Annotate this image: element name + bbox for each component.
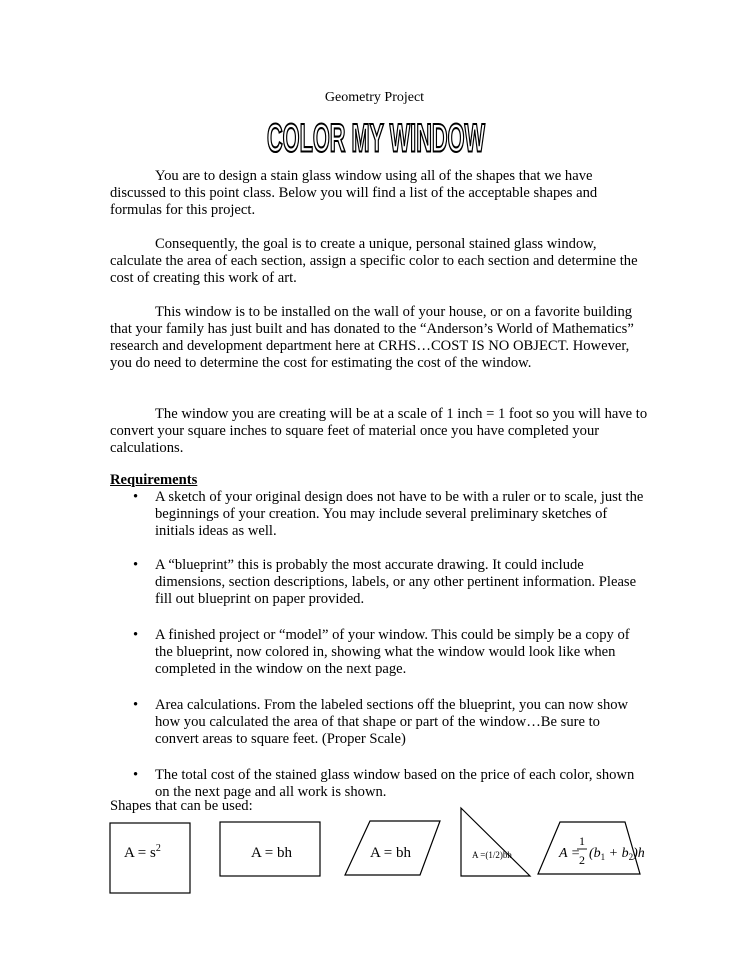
document-title (264, 116, 489, 161)
requirements-heading: Requirements (110, 472, 198, 488)
svg-text:1: 1 (579, 834, 585, 848)
svg-text:A =: A = (559, 846, 581, 861)
svg-text:2: 2 (579, 853, 585, 867)
installation-paragraph: This window is to be installed on the wall of your house, or on a favorite building that your family has just built and has donated to the “Anderson’s World of Mathematics” research and development department here at CRHS…COST IS NO OBJECT. However, you do need to determine the cost for estimating the cost of the window. (110, 304, 634, 371)
document-page: Geometry Project COLOR MY WINDOW You are to design a stain glass window using all of the shapes that we have discussed to this point class. Below you will find a list of the acceptable shapes and formulas for this project. Consequently, the goal is to create a unique, personal stained glass window, calculate the area of each section, assign a specific color to each section and determine the cost of creating this work of art. This window is to be installed on the wall of your house, or on a favorite building that your family has just built and has donated to the “Anderson’s World of Mathematics” research and development department here at CRHS…COST IS NO OBJECT. However, you do need to determine the cost for estimating the cost of the window. The window you are creating will be at a scale of 1 inch = 1 foot so you will have to convert your square inches to square feet of material once you have completed your calculations. Requirements • A sketch of your original design does not have to be with a ruler or to scale, just the beginnings of your creation. You may include several preliminary sketches of initials ideas as well. • A “blueprint” this is probably the most accurate drawing. It could include dimensions, section descriptions, labels, or any other pertinent information. Please fill out blueprint on paper provided. • A finished project or “model” of your window. This could be simply be a copy of the blueprint, now colored in, showing what the window would look like when completed in the window on the next page. • Area calculations. From the labeled sections off the blueprint, you can now show how you calculated the area of that shape or part of the window…Be sure to convert areas to square feet. (Proper Scale) • The total cost of the stained glass window based on the price of each color, shown on the next page and all work is shown. Shapes that can be used: $A = s^2$ A = bh A = bh A =(1/2)bh A = 1 2 $(b_1 + b_2)h$ (0, 0, 749, 970)
intro-paragraph: You are to design a stain glass window using all of the shapes that we have discussed to this point class. Below you will find a list of the acceptable shapes and formulas for this project. (110, 168, 598, 218)
bullet-icon: • (133, 767, 139, 783)
bullet-icon: • (133, 489, 139, 505)
title-wordart (264, 116, 489, 161)
bullet-icon: • (133, 557, 139, 573)
shapes-row (0, 800, 749, 900)
title-text: COLOR MY WINDOW (267, 116, 486, 161)
rectangle-formula: A = bh (251, 845, 292, 861)
shapes-figure (0, 800, 749, 900)
triangle-formula: A =(1/2)bh (472, 850, 512, 860)
document-subtitle: Geometry Project (324, 90, 425, 105)
trapezoid-formula (558, 834, 645, 867)
parallelogram-formula: A = bh (370, 845, 411, 861)
goal-paragraph: Consequently, the goal is to create a unique, personal stained glass window, calculate the area of each section, assign a specific color to each section and determine the cost of creating this work of art. (110, 236, 638, 286)
shapes-label: Shapes that can be used: (110, 798, 253, 814)
scale-paragraph: The window you are creating will be at a scale of 1 inch = 1 foot so you will have to convert your square inches to square feet of material once you have completed your calculations. (110, 406, 648, 456)
svg-text:(b1 + b2)h: $(b_1 + b_2)h$ (589, 846, 645, 862)
square-formula: $A = s^2$ (124, 843, 161, 861)
bullet-icon: • (133, 627, 139, 643)
bullet-icon: • (133, 697, 139, 713)
triangle-shape (461, 808, 530, 876)
